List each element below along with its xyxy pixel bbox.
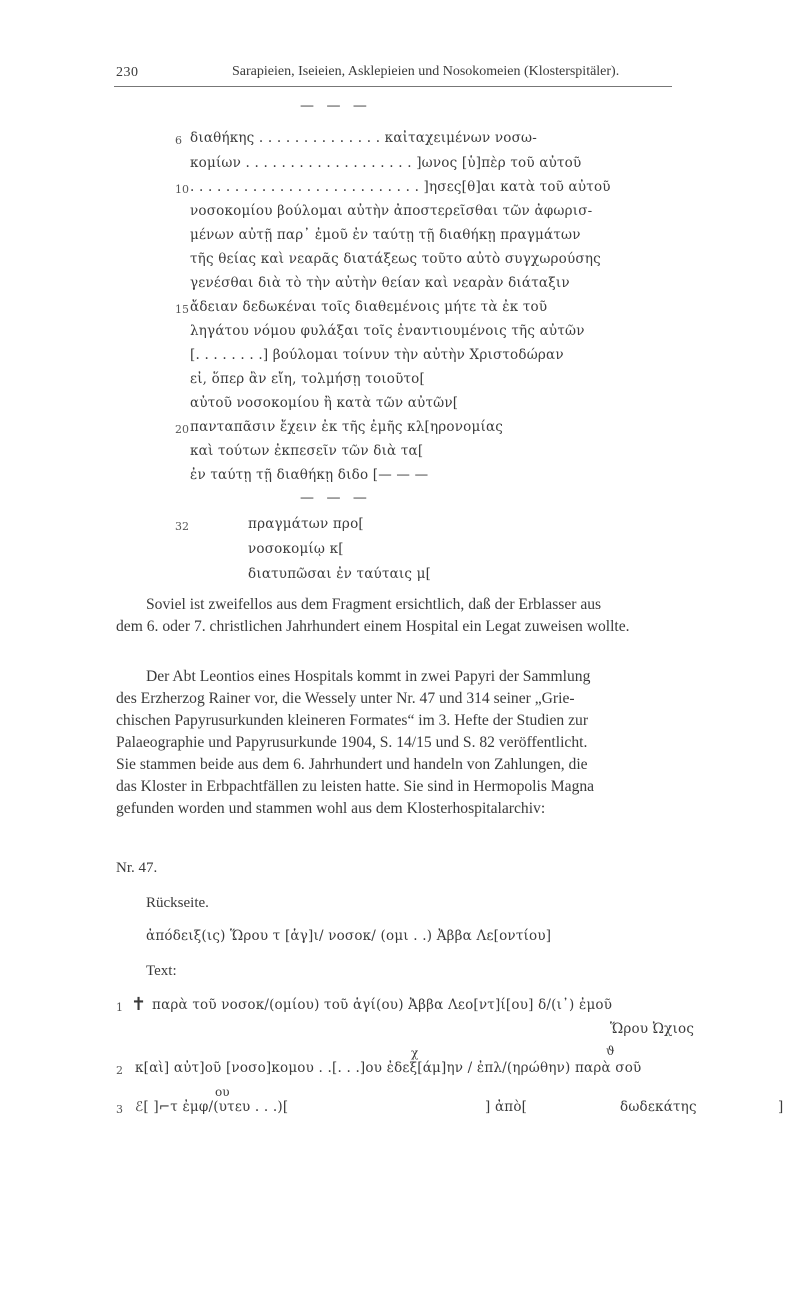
fragment-line: καὶ τούτων ἐκπεσεῖν τῶν διὰ τα[ — [190, 443, 424, 459]
fragment-line: κομίων . . . . . . . . . . . . . . . . . . . ]ωνος [ὑ]πὲρ τοῦ αὐτοῦ — [190, 155, 582, 171]
paragraph-leontios — [116, 666, 674, 820]
text-line-3a: ℰ[ ]⌐τ ἐμφ/(υτευ . . .)[ — [135, 1099, 289, 1115]
paragraph-line: das Kloster in Erbpachtfällen zu leisten hatte. Sie sind in Hermopolis Magna — [116, 778, 595, 795]
paragraph-conclusion — [116, 594, 674, 638]
superscript-chi: χ — [411, 1046, 419, 1060]
paragraph-line: Der Abt Leontios eines Hospitals kommt in zwei Papyri der Sammlung — [146, 668, 591, 685]
line-number: 20 — [175, 423, 189, 436]
paragraph-line: des Erzherzog Rainer vor, die Wessely unter Nr. 47 und 314 seiner „Grie- — [116, 690, 575, 707]
rueckseite-label: Rückseite. — [146, 895, 209, 911]
line-number: 32 — [175, 520, 189, 533]
text-line-3d: ] — [778, 1099, 784, 1115]
page-number: 230 — [116, 65, 139, 80]
line-number: 3 — [116, 1103, 123, 1116]
fragment-line: πραγμάτων προ[ — [248, 516, 364, 532]
paragraph-line: Soviel ist zweifellos aus dem Fragment ersichtlich, daß der Erblasser aus — [146, 596, 602, 613]
line-number: 10 — [175, 183, 189, 196]
paragraph-line: chischen Papyrusurkunden kleineren Formates“ im 3. Hefte der Studien zur — [116, 712, 589, 729]
text-line-2: κ[αὶ] αὐτ]οῦ [νοσο]κομου . .[. . .]ου ἐδεξ[άμ]ην / ἐπλ/(ηρώθην) παρὰ σοῦ — [135, 1060, 642, 1076]
line-number: 15 — [175, 303, 189, 316]
paragraph-line: Palaeographie und Papyrusurkunde 1904, S. 14/15 und S. 82 veröffentlicht. — [116, 734, 588, 751]
fragment-line: νοσοκομίου βούλομαι αὐτὴν ἀποστερεῖσθαι τῶν ἀφωρισ- — [190, 203, 593, 219]
cross-icon: ✝ — [131, 994, 147, 1015]
line-number: 6 — [175, 134, 182, 147]
rueckseite-text: ἀπόδειξ(ις) Ὥρου τ [ἁγ]ι/ νοσοκ/ (ομι . .) Ἀββα Λε[οντίου] — [146, 928, 552, 944]
fragment-line: ἐν ταύτῃ τῇ διαθήκῃ διδο [— — — — [190, 467, 429, 483]
fragment-line: τῆς θείας καὶ νεαρᾶς διατάξεως τοῦτο αὐτὸ συγχωρούσης — [190, 251, 601, 267]
line-number: 1 — [116, 1001, 123, 1014]
fragment-line: διαθήκης . . . . . . . . . . . . . . καἰταχειμένων νοσω- — [190, 130, 537, 146]
fragment-line: αὐτοῦ νοσοκομίου ἢ κατὰ τῶν αὐτῶν[ — [190, 395, 459, 411]
superscript-ou: ου — [215, 1085, 230, 1099]
fragment-line: ληγάτου νόμου φυλάξαι τοῖς ἐναντιουμένοις τῆς αὐτῶν — [190, 323, 585, 339]
text-line-3c: δωδεκάτης — [620, 1099, 697, 1115]
fragment-line: [. . . . . . . .] βούλομαι τοίνυν τὴν αὐτὴν Χριστοδώραν — [190, 347, 564, 363]
fragment-dashes-mid: — — — — [300, 490, 371, 506]
superscript-theta: ϑ — [606, 1044, 615, 1058]
line-number: 2 — [116, 1064, 123, 1077]
fragment-line: διατυπῶσαι ἐν ταύταις μ[ — [248, 566, 432, 582]
text-label: Text: — [146, 963, 177, 979]
document-number: Nr. 47. — [116, 860, 158, 876]
fragment-line: πανταπᾶσιν ἔχειν ἐκ τῆς ἐμῆς κλ[ηρονομίας — [190, 419, 504, 435]
header-rule — [114, 86, 672, 87]
paragraph-line: dem 6. oder 7. christlichen Jahrhundert einem Hospital ein Legat zuweisen wollte. — [116, 618, 630, 635]
running-head: Sarapieien, Iseieien, Asklepieien und Nosokomeien (Klosterspitäler). — [232, 64, 620, 79]
fragment-line: νοσοκομίῳ κ[ — [248, 541, 344, 557]
fragment-line: γενέσθαι διὰ τὸ τὴν αὐτὴν θείαν καὶ νεαρὰν διάταξιν — [190, 275, 570, 291]
fragment-line: μένων αὐτῇ παρ᾽ ἐμοῦ ἐν ταύτῃ τῇ διαθήκῃ πραγμάτων — [190, 227, 581, 243]
paragraph-line: gefunden worden und stammen wohl aus dem Klosterhospitalarchiv: — [116, 800, 546, 817]
fragment-line: . . . . . . . . . . . . . . . . . . . . . . . . . . ]ησες[θ]αι κατὰ τοῦ αὐτοῦ — [190, 179, 611, 195]
text-line-3b: ] ἀπὸ[ — [485, 1099, 528, 1115]
text-line-1b: Ὥρου Ὠχιος — [610, 1021, 695, 1037]
fragment-dashes-top: — — — — [300, 98, 371, 114]
fragment-line: ἄδειαν δεδωκέναι τοῖς διαθεμένοις μήτε τὰ ἐκ τοῦ — [190, 299, 548, 315]
text-line-1: παρὰ τοῦ νοσοκ/(ομίου) τοῦ ἁγί(ου) Ἀββα Λεο[ντ]ί[ου] δ/(ι᾽) ἐμοῦ — [152, 997, 613, 1013]
paragraph-line: Sie stammen beide aus dem 6. Jahrhundert und handeln von Zahlungen, die — [116, 756, 588, 773]
fragment-line: εἰ, ὅπερ ἂν εἴη, τολμήσῃ τοιοῦτο[ — [190, 371, 425, 387]
